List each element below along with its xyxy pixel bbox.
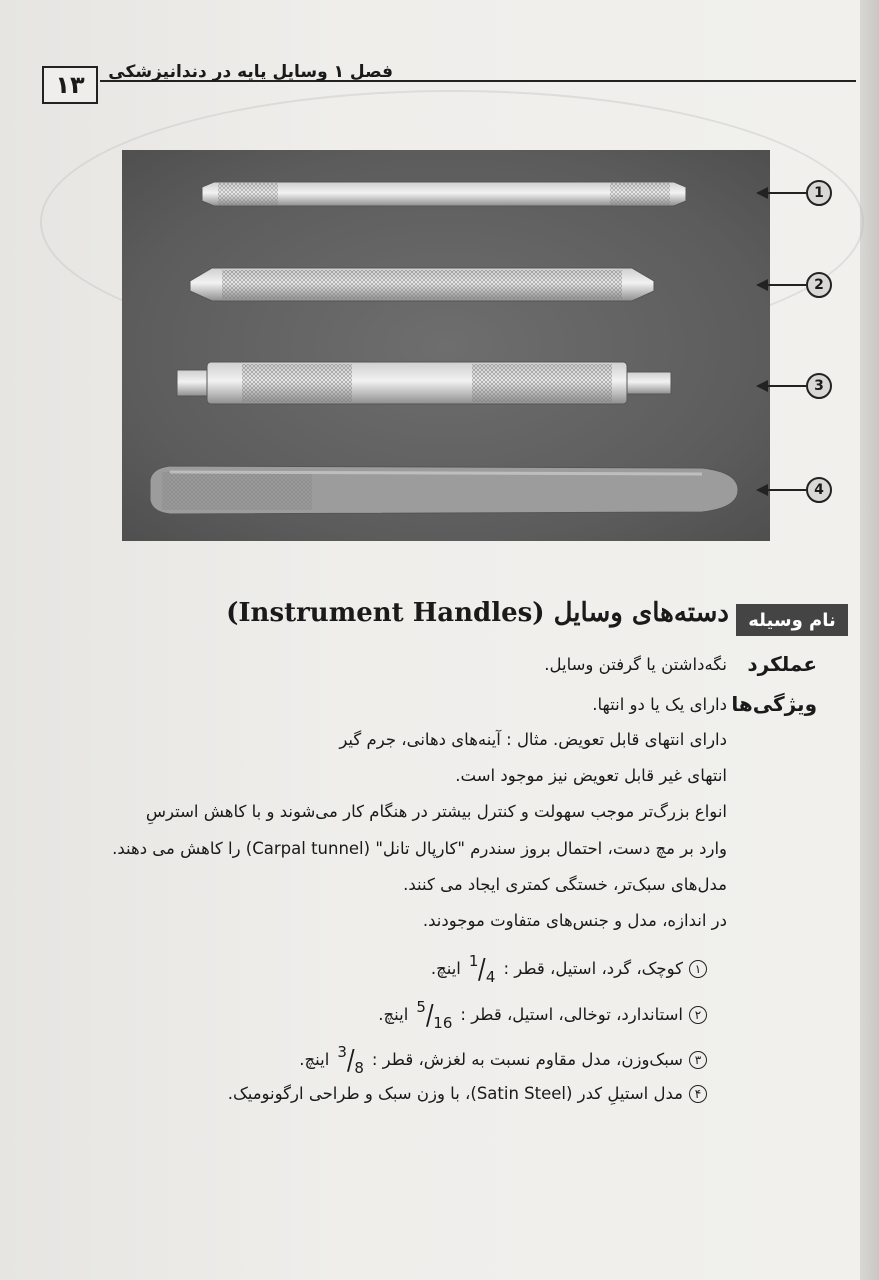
item-number: ۲ — [689, 1006, 707, 1024]
fraction: 3 / 8 — [337, 1042, 364, 1077]
features-label: ویژگی‌ها — [731, 692, 817, 716]
fraction-denominator: 4 — [485, 967, 496, 986]
fraction: 5 / 16 — [416, 997, 453, 1032]
fraction-numerator: 3 — [337, 1042, 347, 1061]
item-unit: اینچ. — [430, 959, 461, 978]
feature-line: انواع بزرگ‌تر موجب سهولت و کنترل بیشتر در هنگام کار می‌شوند و با کاهش استرسِ — [145, 802, 727, 821]
handle-2 — [190, 268, 654, 301]
instrument-handles-photo — [122, 150, 770, 541]
item-number: ۱ — [689, 960, 707, 978]
feature-line: وارد بر مچ دست، احتمال بروز سندرم "کارپال تانل" (Carpal tunnel) را کاهش می دهند. — [112, 839, 727, 858]
page-edge — [860, 0, 879, 1280]
feature-line: دارای انتهای قابل تعویض. مثال : آینه‌های دهانی، جرم گیر — [339, 730, 727, 749]
feature-line: دارای یک یا دو انتها. — [592, 695, 727, 714]
size-item-3 — [299, 1043, 707, 1076]
callout-line-2 — [766, 284, 806, 286]
handle-3 — [177, 362, 671, 404]
callout-line-3 — [766, 385, 806, 387]
handle-4 — [150, 466, 738, 514]
chapter-title: فصل ۱ وسایل پایه در دندانپزشکی — [108, 62, 393, 82]
fraction-denominator: 8 — [354, 1058, 364, 1077]
function-text: نگه‌داشتن یا گرفتن وسایل. — [544, 655, 727, 674]
page-number: ۱۳ — [42, 66, 98, 104]
size-item-4 — [228, 1084, 707, 1103]
callout-line-4 — [766, 489, 806, 491]
tool-title: دسته‌های وسایل (Instrument Handles) — [226, 598, 729, 628]
item-text: استاندارد، توخالی، استیل، قطر : — [460, 1005, 683, 1024]
item-number: ۴ — [689, 1085, 707, 1103]
item-unit: اینچ. — [378, 1005, 409, 1024]
feature-line: مدل‌های سبک‌تر، خستگی کمتری ایجاد می کنند. — [403, 875, 727, 894]
item-unit: اینچ. — [299, 1050, 330, 1069]
fraction: 1 / 4 — [468, 951, 496, 986]
item-text: مدل استیلِ کدر (Satin Steel)، با وزن سبک و طراحی ارگونومیک. — [227, 1084, 683, 1103]
callout-2: 2 — [806, 272, 832, 298]
callout-3: 3 — [806, 373, 832, 399]
item-text: سبک‌وزن، مدل مقاوم نسبت به لغزش، قطر : — [371, 1050, 683, 1069]
feature-line: در اندازه، مدل و جنس‌های متفاوت موجودند. — [422, 911, 727, 930]
tool-name-label: نام وسیله — [736, 604, 848, 636]
callout-line-1 — [766, 192, 806, 194]
function-label: عملکرد — [747, 652, 817, 676]
size-item-2 — [378, 998, 707, 1031]
item-text: کوچک، گرد، استیل، قطر : — [503, 959, 683, 978]
fraction-denominator: 16 — [433, 1013, 453, 1032]
size-item-1 — [431, 952, 707, 985]
callout-1: 1 — [806, 180, 832, 206]
handle-1 — [202, 182, 686, 206]
fraction-numerator: 5 — [416, 997, 426, 1016]
callout-4: 4 — [806, 477, 832, 503]
item-number: ۳ — [689, 1051, 707, 1069]
fraction-numerator: 1 — [468, 951, 479, 970]
feature-line: انتهای غیر قابل تعویض نیز موجود است. — [455, 766, 727, 785]
